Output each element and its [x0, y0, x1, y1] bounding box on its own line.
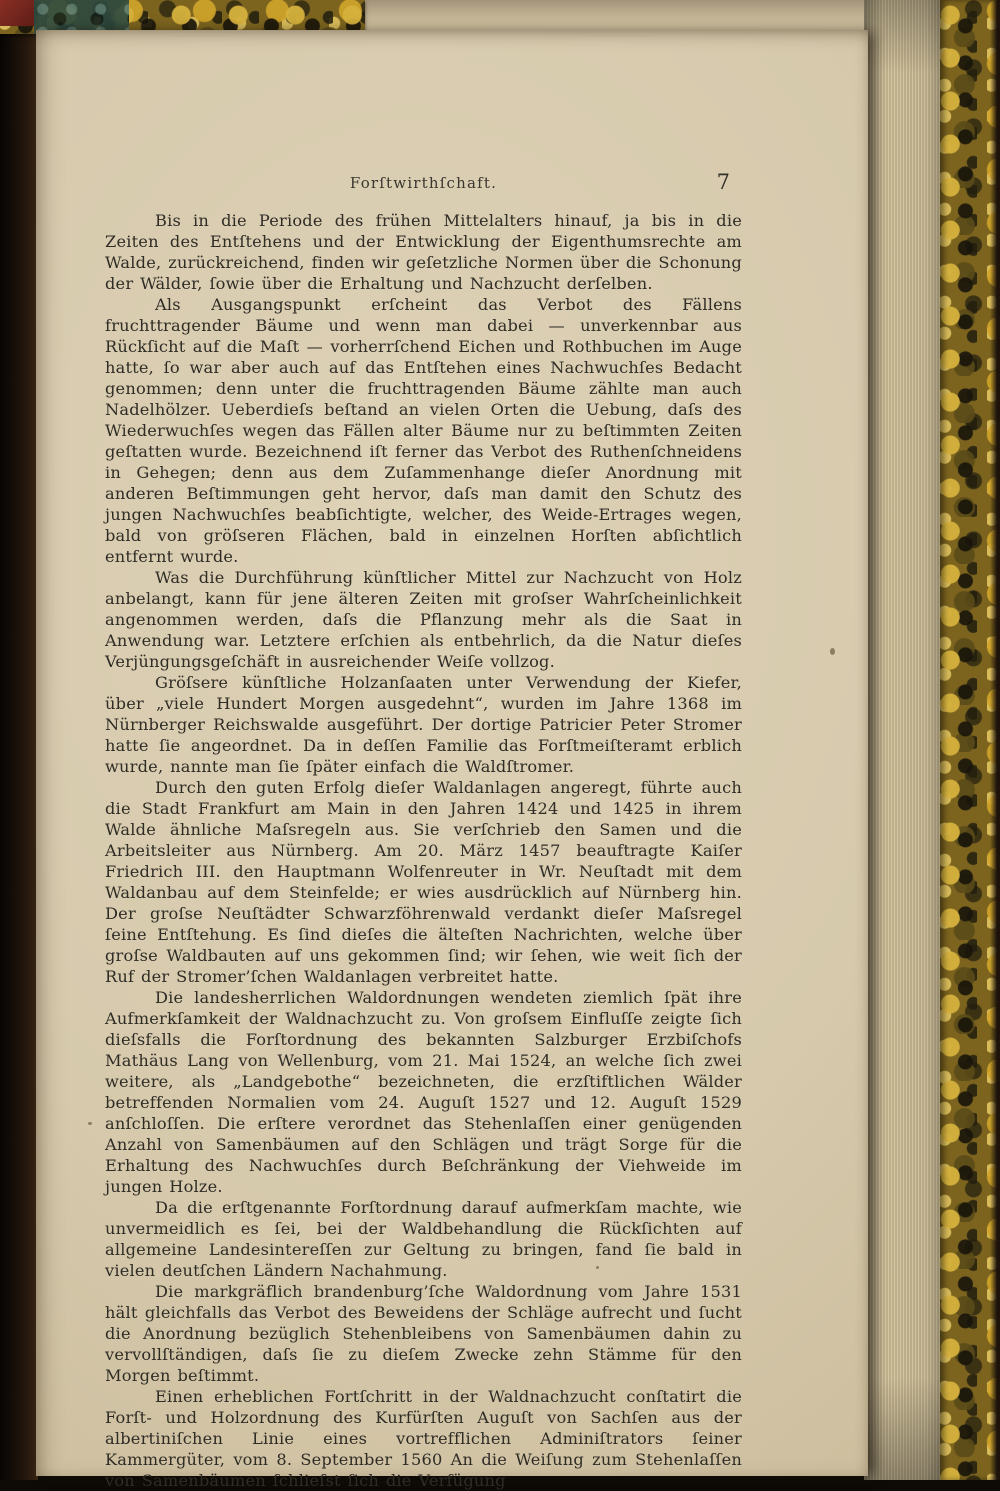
page-body-text — [105, 210, 742, 1491]
paragraph: Bis in die Periode des frühen Mittelalters hinauf, ja bis in die Zeiten des Entſtehens und der Entwicklung der Eigenthumsrechte am Walde, zurückreichend, finden wir geſetzliche Normen über die Schonung der Wälder, ſowie über die Erhaltung und Nachzucht derſelben. — [105, 211, 742, 293]
foxing-speck — [830, 648, 835, 655]
foxing-speck — [596, 1266, 599, 1269]
book-spine — [0, 0, 38, 1480]
paragraph: Die landesherrlichen Waldordnungen wendeten ziemlich ſpät ihre Aufmerkſamkeit der Waldnachzucht zu. Von groſsem Einfluſſe zeigte ſich dieſsfalls die Forſtordnung des bekannten Salzburger Erzbiſchofs Mathäus Lang von Wellenburg, vom 21. Mai 1524, an welche ſich zwei weitere, als „Landgebothe“ bezeichneten, die erzſtiftlichen Wälder betreffenden Normalien vom 24. Auguſt 1527 und 12. Auguſt 1529 anſchloſſen. Die erſtere verordnet das Stehenlaſſen einer genügenden Anzahl von Samenbäumen auf den Schlägen und trägt Sorge für die Erhaltung des Nachwuchſes durch Beſchränkung der Viehweide im jungen Holze. — [105, 988, 742, 1196]
running-title: Forſtwirthſchaft. — [349, 174, 498, 192]
paragraph: Als Ausgangspunkt erſcheint das Verbot des Fällens fruchttragender Bäume und wenn man dabei — unverkennbar aus Rückſicht auf die Maſt — vorherrſchend Eichen und Rothbuchen im Auge hatte, ſo war aber auch auf das Entſtehen eines Nachwuchſes Bedacht genommen; denn unter die fruchttragenden Bäume zählte man auch Nadelhölzer. Ueberdieſs beſtand an vielen Orten die Uebung, daſs des Wiederwuchſes wegen das Fällen alter Bäume nur zu beſtimmten Zeiten geſtatten wurde. Bezeichnend iſt ferner das Verbot des Ruthenſchneidens in Gehegen; denn aus dem Zuſammenhange dieſer Anordnung mit anderen Beſtimmungen geht hervor, daſs man damit den Schutz des jungen Nachwuchſes beabſichtigte, welcher, des Weide-Ertrages wegen, bald von gröſseren Flächen, bald in einzelnen Horſten abſichtlich entfernt wurde. — [105, 295, 742, 566]
marbled-board-top — [0, 0, 365, 34]
page-block-fore-edge — [864, 0, 942, 1480]
paragraph: Gröſsere künſtliche Holzanſaaten unter Verwendung der Kiefer, über „viele Hundert Morgen ausgedehnt“, wurden im Jahre 1368 im Nürnberger Reichswalde ausgeführt. Der dortige Patricier Peter Stromer hatte ſie angeordnet. Da in deſſen Familie das Forſtmeiſteramt erblich wurde, nannte man ſie ſpäter einfach die Waldſtromer. — [105, 673, 742, 776]
foxing-speck — [88, 1122, 92, 1125]
page-number: 7 — [716, 170, 730, 194]
paragraph: Da die erſtgenannte Forſtordnung darauf aufmerkſam machte, wie unvermeidlich es ſei, bei der Waldbehandlung die Rückſichten auf allgemeine Landesintereſſen zur Geltung zu bringen, fand ſie bald in vielen deutſchen Ländern Nachahmung. — [105, 1198, 742, 1280]
page-block-top-edge — [360, 0, 872, 30]
marbled-cover — [940, 0, 1000, 1480]
paragraph: Durch den guten Erfolg dieſer Waldanlagen angeregt, führte auch die Stadt Frankfurt am Main in den Jahren 1424 und 1425 in ihrem Walde ähnliche Maſsregeln aus. Sie verſchrieb den Samen und die Arbeitsleiter aus Nürnberg. Am 20. März 1457 beauftragte Kaiſer Friedrich III. den Hauptmann Wolfenreuter in Wr. Neuſtadt mit dem Waldanbau auf dem Steinfelde; er wies ausdrücklich auf Nürnberg hin. Der groſse Neuſtädter Schwarzföhrenwald verdankt dieſer Maſsregel ſeine Entſtehung. Es ſind dieſes die älteſten Nachrichten, welche über groſse Waldbauten auf uns gekommen ſind; wir ſehen, wie weit ſich der Ruf der Stromer’ſchen Waldanlagen verbreitet hatte. — [105, 778, 742, 986]
teal-marble-patch — [34, 0, 129, 34]
page-header — [105, 170, 742, 200]
paragraph: Was die Durchführung künſtlicher Mittel zur Nachzucht von Holz anbelangt, kann für jene älteren Zeiten mit groſser Wahrſcheinlichkeit angenommen werden, daſs die Pflanzung mehr als die Saat in Anwendung war. Letztere erſchien als entbehrlich, da die Natur dieſes Verjüngungsgeſchäft in ausreichender Weiſe vollzog. — [105, 568, 742, 671]
paragraph: Einen erheblichen Fortſchritt in der Waldnachzucht conſtatirt die Forſt- und Holzordnung des Kurfürſten Auguſt von Sachſen aus der albertiniſchen Linie eines vortrefflichen Adminiſtrators ſeiner Kammergüter, vom 8. September 1560 An die Weiſung zum Stehenlaſſen von Samenbäumen ſchlieſst ſich die Verfügung — [105, 1387, 742, 1490]
book-page — [36, 30, 868, 1490]
paragraph: Die markgräflich brandenburg’ſche Waldordnung vom Jahre 1531 hält gleichfalls das Verbot des Beweidens der Schläge aufrecht und ſucht die Anordnung bezüglich Stehenbleibens von Samenbäumen dahin zu vervollſtändigen, daſs ſie zu dieſem Zwecke zehn Stämme für den Morgen beſtimmt. — [105, 1282, 742, 1385]
red-leather-corner — [0, 0, 34, 26]
